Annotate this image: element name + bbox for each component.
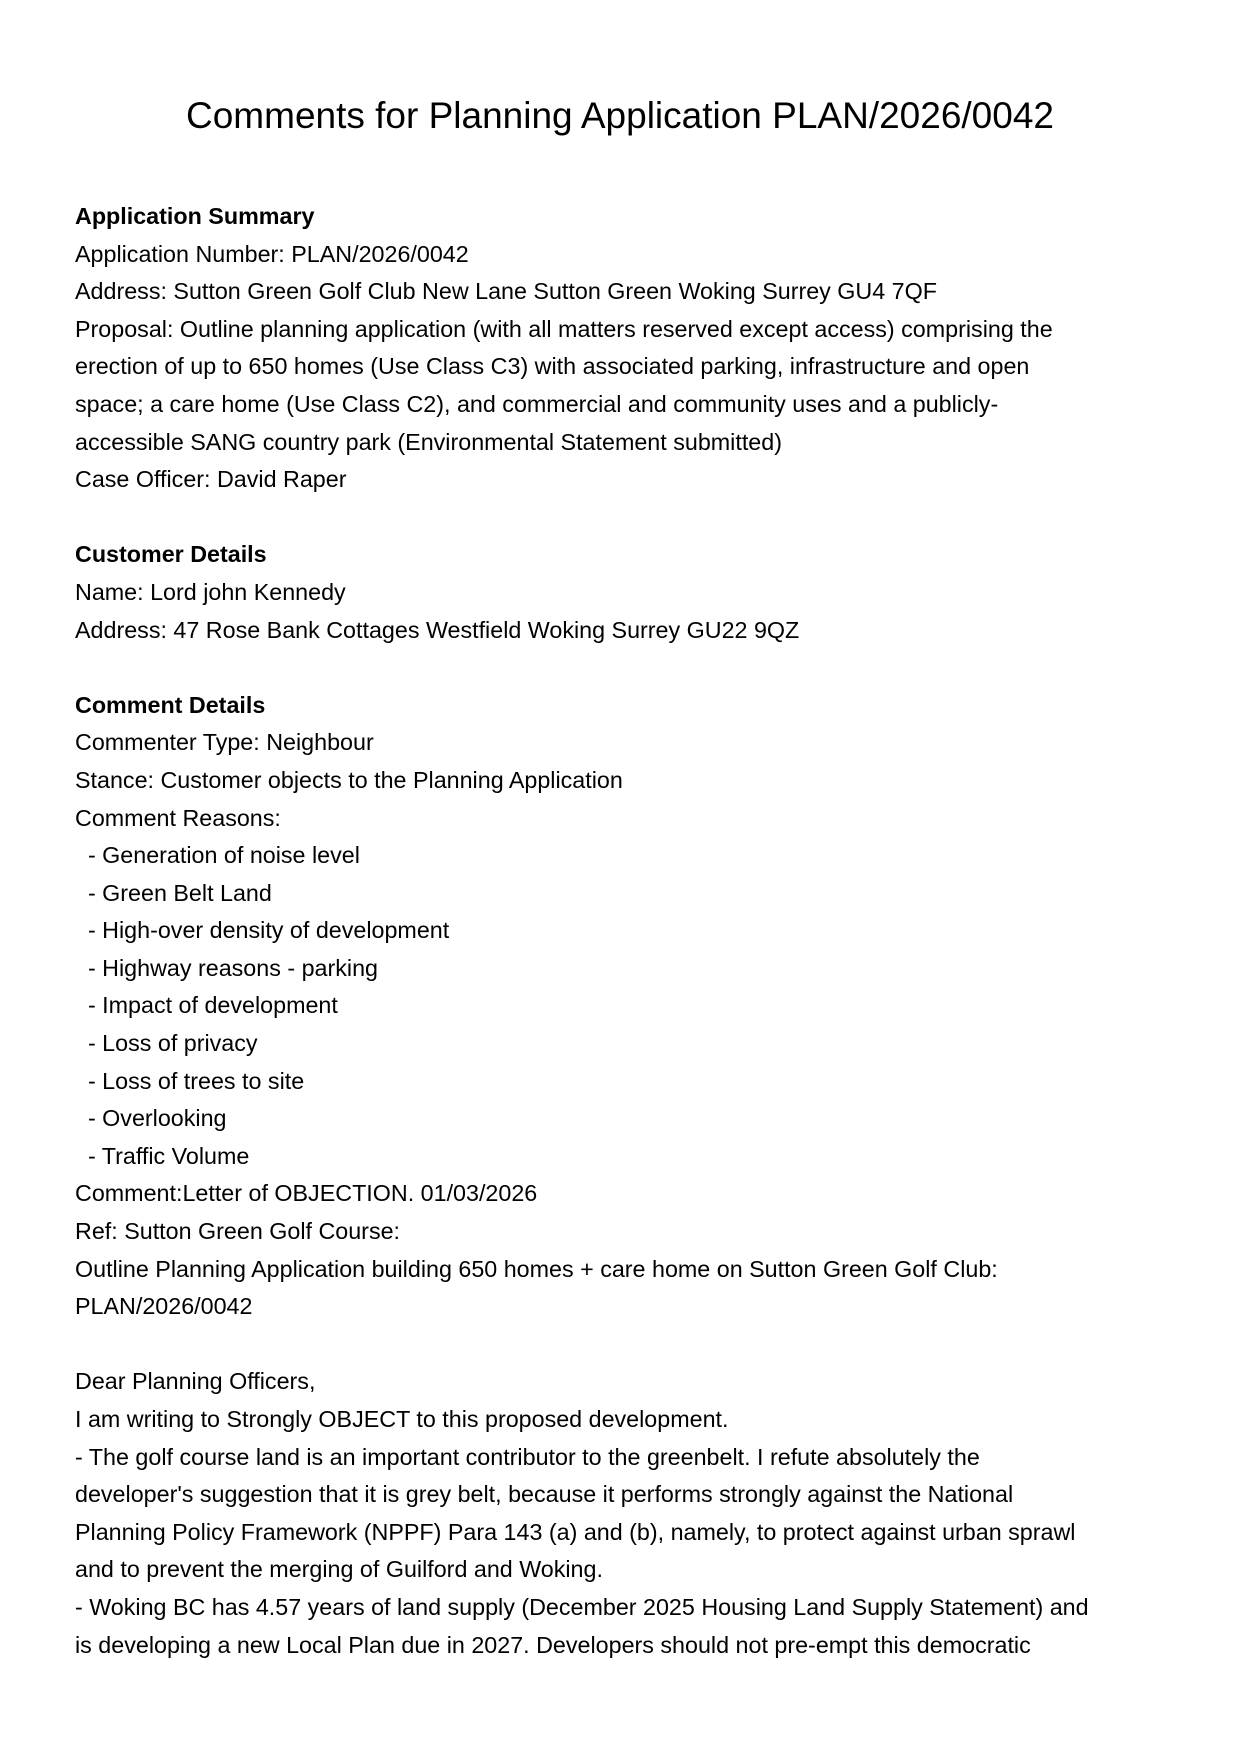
application-address: Address: Sutton Green Golf Club New Lane Sutton Green Woking Surrey GU4 7QF <box>75 278 937 305</box>
customer-details-heading: Customer Details <box>75 541 267 568</box>
proposal-line: accessible SANG country park (Environmental Statement submitted) <box>75 428 782 455</box>
letter-line: and to prevent the merging of Guilford and Woking. <box>75 1556 603 1583</box>
comment-details-heading: Comment Details <box>75 691 266 718</box>
comment-line: Comment:Letter of OBJECTION. 01/03/2026 <box>75 1180 538 1207</box>
letter-line: Dear Planning Officers, <box>75 1368 316 1395</box>
page-title: Comments for Planning Application PLAN/2026/0042 <box>186 95 1054 136</box>
comment-reason: - Impact of development <box>75 992 338 1019</box>
comment-reasons-label: Comment Reasons: <box>75 804 281 831</box>
stance: Stance: Customer objects to the Planning Application <box>75 766 623 793</box>
comment-line: Outline Planning Application building 650 homes + care home on Sutton Green Golf Club: <box>75 1255 998 1282</box>
comment-line: PLAN/2026/0042 <box>75 1293 253 1320</box>
letter-line: is developing a new Local Plan due in 2027. Developers should not pre-empt this democratic <box>75 1631 1031 1658</box>
customer-address: Address: 47 Rose Bank Cottages Westfield Woking Surrey GU22 9QZ <box>75 616 800 643</box>
proposal-line: erection of up to 650 homes (Use Class C3) with associated parking, infrastructure and open <box>75 353 1030 380</box>
commenter-type: Commenter Type: Neighbour <box>75 729 374 756</box>
section-spacer <box>75 649 1175 687</box>
application-summary-heading: Application Summary <box>75 203 315 229</box>
application-number: Application Number: PLAN/2026/0042 <box>75 240 469 267</box>
comment-reason: - Loss of trees to site <box>75 1067 305 1094</box>
proposal-line: Proposal: Outline planning application (with all matters reserved except access) comprising the <box>75 315 1053 342</box>
letter-line: - The golf course land is an important contributor to the greenbelt. I refute absolutely the <box>75 1443 980 1470</box>
comment-reason: - Loss of privacy <box>75 1030 258 1057</box>
comment-reason: - High-over density of development <box>75 917 450 944</box>
comment-reason: - Green Belt Land <box>75 879 272 906</box>
proposal-line: space; a care home (Use Class C2), and commercial and community uses and a publicly- <box>75 390 999 417</box>
document-body <box>75 198 1175 1664</box>
case-officer: Case Officer: David Raper <box>75 466 347 493</box>
letter-line: I am writing to Strongly OBJECT to this proposed development. <box>75 1406 729 1432</box>
comment-line: Ref: Sutton Green Golf Course: <box>75 1218 401 1245</box>
section-spacer <box>75 499 1175 537</box>
section-spacer <box>75 1326 1175 1364</box>
letter-line: Planning Policy Framework (NPPF) Para 143 (a) and (b), namely, to protect against urban sprawl <box>75 1518 1076 1545</box>
comment-reason: - Overlooking <box>75 1105 227 1132</box>
letter-line: developer's suggestion that it is grey belt, because it performs strongly against the National <box>75 1481 1014 1508</box>
customer-name: Name: Lord john Kennedy <box>75 578 346 605</box>
comment-reason: - Highway reasons - parking <box>75 954 378 981</box>
comment-reason: - Traffic Volume <box>75 1142 250 1169</box>
letter-line: - Woking BC has 4.57 years of land supply (December 2025 Housing Land Supply Statement) and <box>75 1593 1089 1620</box>
comment-reason: - Generation of noise level <box>75 842 360 869</box>
